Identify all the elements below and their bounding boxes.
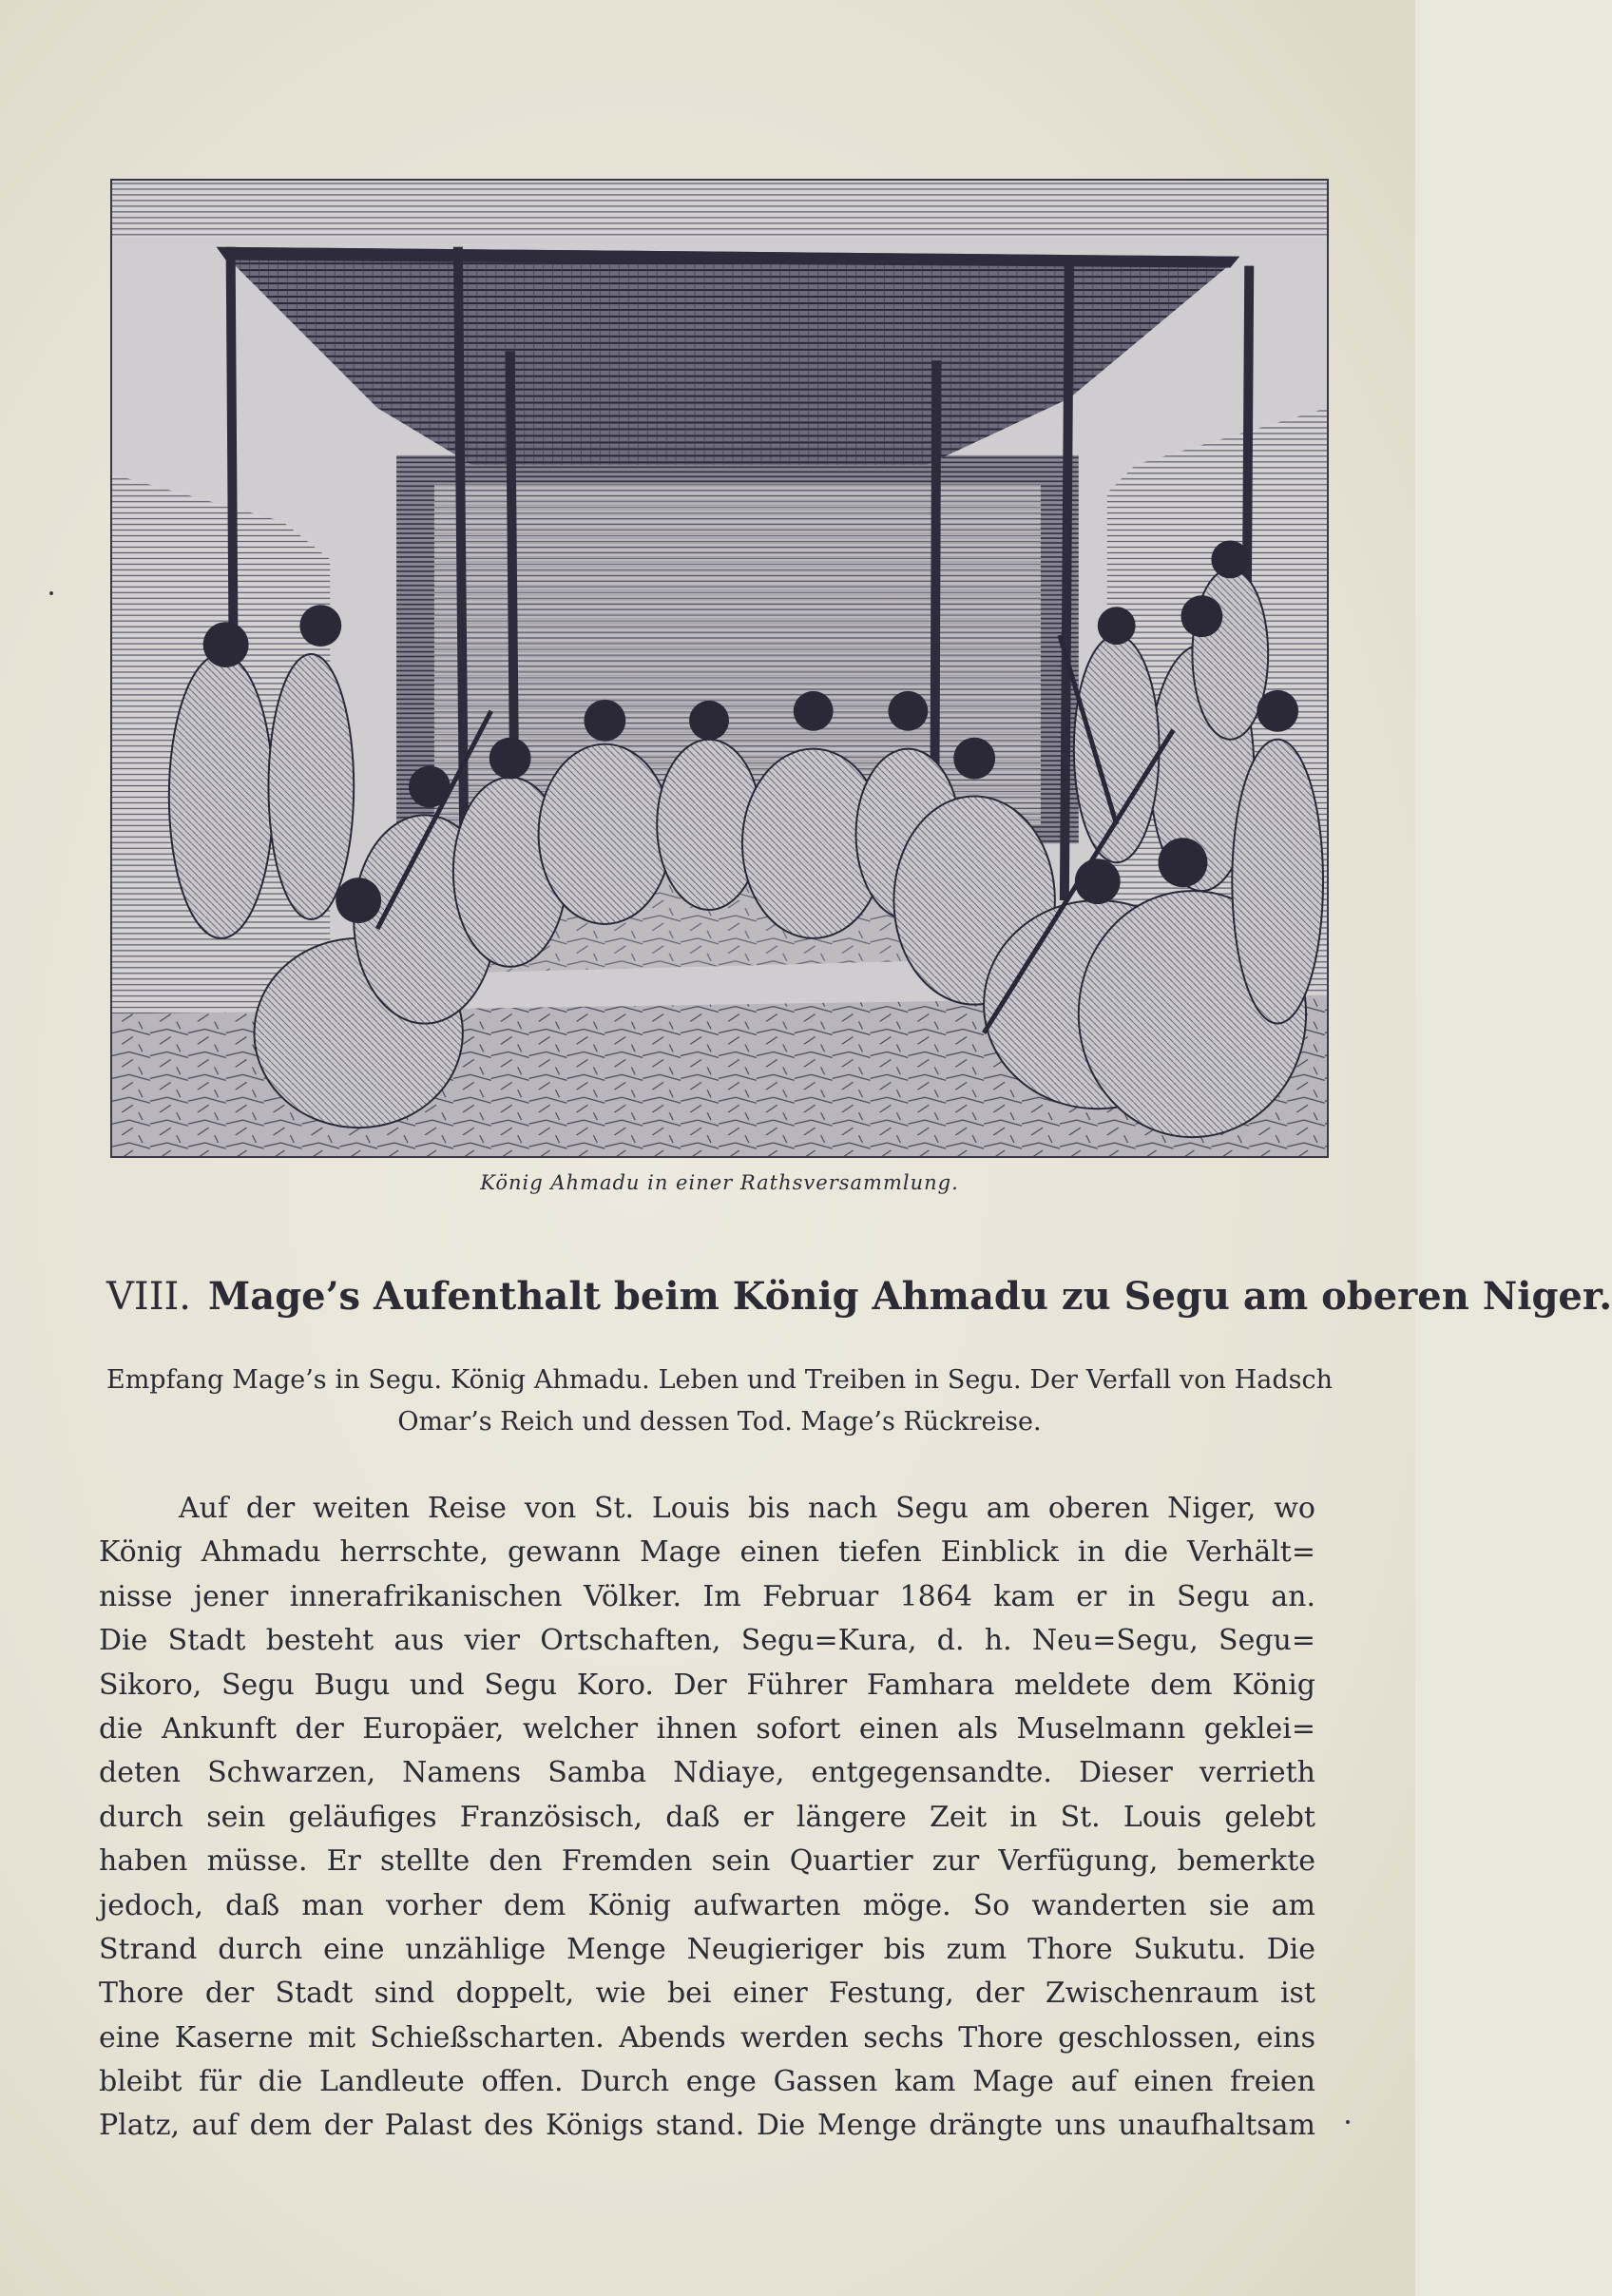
text-line: Strand durch eine unzählige Menge Neugieriger bis zum Thore Sukutu. Die <box>99 1932 1315 1966</box>
text-line: Auf der weiten Reise von St. Louis bis nach Segu am oberen Niger, wo <box>179 1492 1315 1525</box>
text-line: durch sein geläufiges Französisch, daß er längere Zeit in St. Louis gelebt <box>99 1800 1315 1834</box>
engraving-illustration <box>110 179 1329 1158</box>
text-line: Platz, auf dem der Palast des Königs stand. Die Menge drängte uns unaufhaltsam <box>99 2109 1315 2143</box>
text-line: Sikoro, Segu Bugu und Segu Koro. Der Führer Famhara meldete dem König <box>99 1668 1315 1702</box>
text-line: jedoch, daß man vorher dem König aufwarten möge. So wanderten sie am <box>99 1888 1315 1922</box>
chapter-heading <box>106 1274 1612 1319</box>
chapter-number: VIII. <box>106 1275 192 1319</box>
ink-speck <box>1346 2120 1350 2124</box>
chapter-title: Mage’s Aufenthalt beim König Ahmadu zu Segu am oberen Niger. <box>208 1274 1612 1319</box>
ink-speck <box>49 591 53 595</box>
figure-caption: König Ahmadu in einer Rathsversammlung. <box>480 1171 959 1194</box>
text-line: Die Stadt besteht aus vier Ortschaften, Segu=Kura, d. h. Neu=Segu, Segu= <box>99 1624 1315 1658</box>
chapter-summary: Empfang Mage’s in Segu. König Ahmadu. Leben und Treiben in Segu. Der Verfall von Hadsch Omar’s Reich und dessen Tod. Mage’s Rückreise. <box>106 1365 1333 1437</box>
text-line: die Ankunft der Europäer, welcher ihnen sofort einen als Muselmann geklei= <box>99 1711 1315 1746</box>
text-line: haben müsse. Er stellte den Fremden sein Quartier zur Verfügung, bemerkte <box>99 1844 1315 1879</box>
text-line: bleibt für die Landleute offen. Durch enge Gassen kam Mage auf einen freien <box>99 2065 1315 2099</box>
text-line: Thore der Stadt sind doppelt, wie bei einer Festung, der Zwischenraum ist <box>99 1977 1315 2011</box>
text-line: nisse jener innerafrikanischen Völker. Im Februar 1864 kam er in Segu an. <box>99 1579 1315 1613</box>
text-line: König Ahmadu herrschte, gewann Mage einen tiefen Einblick in die Verhält= <box>99 1535 1315 1570</box>
body-text <box>99 1487 1315 2149</box>
text-line: deten Schwarzen, Namens Samba Ndiaye, entgegensandte. Dieser verrieth <box>99 1756 1315 1790</box>
text-line: eine Kaserne mit Schießscharten. Abends werden sechs Thore geschlossen, eins <box>99 2020 1315 2055</box>
